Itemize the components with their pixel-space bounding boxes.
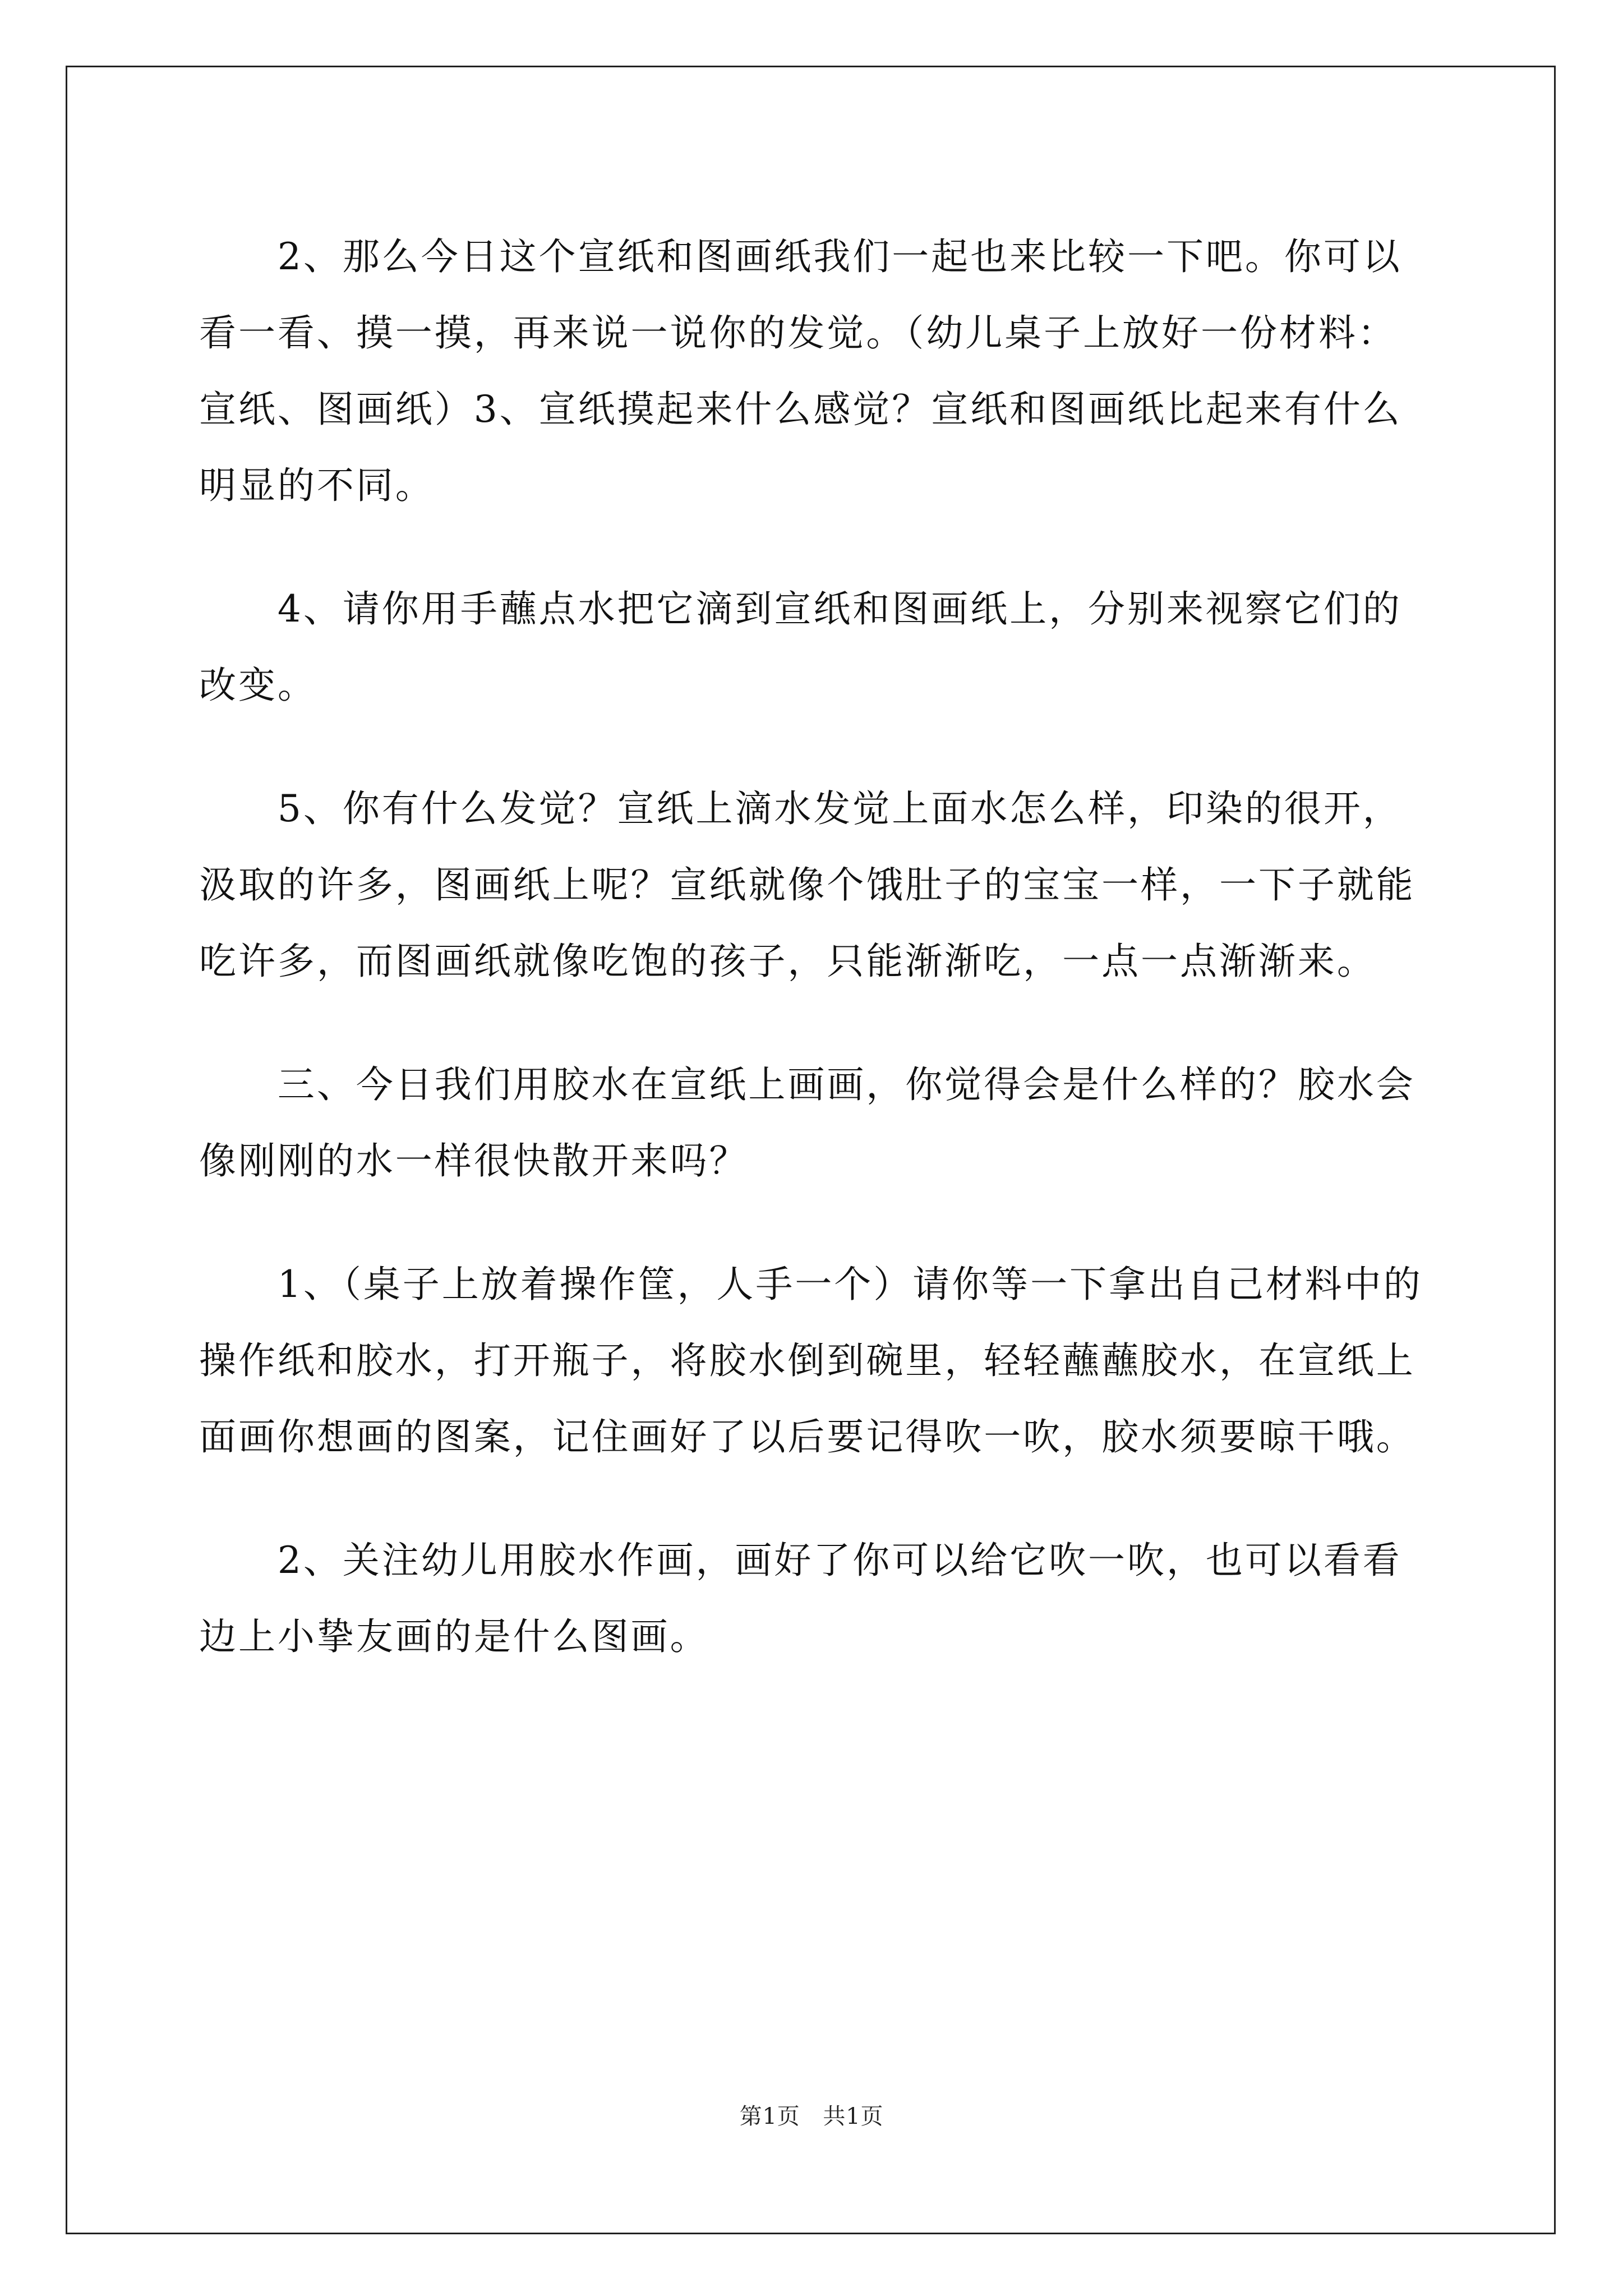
- page-footer: 第1页 共1页: [739, 2104, 884, 2129]
- paragraph: 5、你有什么发觉？宣纸上滴水发觉上面水怎么样，印染的很开，汲取的许多，图画纸上呢？宣纸就像个饿肚子的宝宝一样，一下子就能吃许多，而图画纸就像吃饱的孩子，只能渐渐吃，一点一点渐渐来。: [199, 787, 1415, 983]
- paragraph: 1、（桌子上放着操作筐，人手一个）请你等一下拿出自己材料中的操作纸和胶水，打开瓶子，将胶水倒到碗里，轻轻蘸蘸胶水，在宣纸上面画你想画的图案，记住画好了以后要记得吹一吹，胶水须要晾干哦。: [199, 1263, 1423, 1458]
- paragraph: 4、请你用手蘸点水把它滴到宣纸和图画纸上，分别来视察它们的改变。: [199, 587, 1402, 707]
- paragraph: 2、关注幼儿用胶水作画，画好了你可以给它吹一吹，也可以看看边上小挚友画的是什么图画。: [199, 1539, 1402, 1658]
- paragraph: 2、那么今日这个宣纸和图画纸我们一起也来比较一下吧。你可以看一看、摸一摸，再来说一说你的发觉。（幼儿桌子上放好一份材料：宣纸、图画纸）3、宣纸摸起来什么感觉？宣纸和图画纸比起来有什么明显的不同。: [199, 235, 1402, 507]
- document-body: [199, 219, 1433, 1722]
- paragraph: 三、今日我们用胶水在宣纸上画画，你觉得会是什么样的？胶水会像刚刚的水一样很快散开来吗？: [199, 1063, 1415, 1182]
